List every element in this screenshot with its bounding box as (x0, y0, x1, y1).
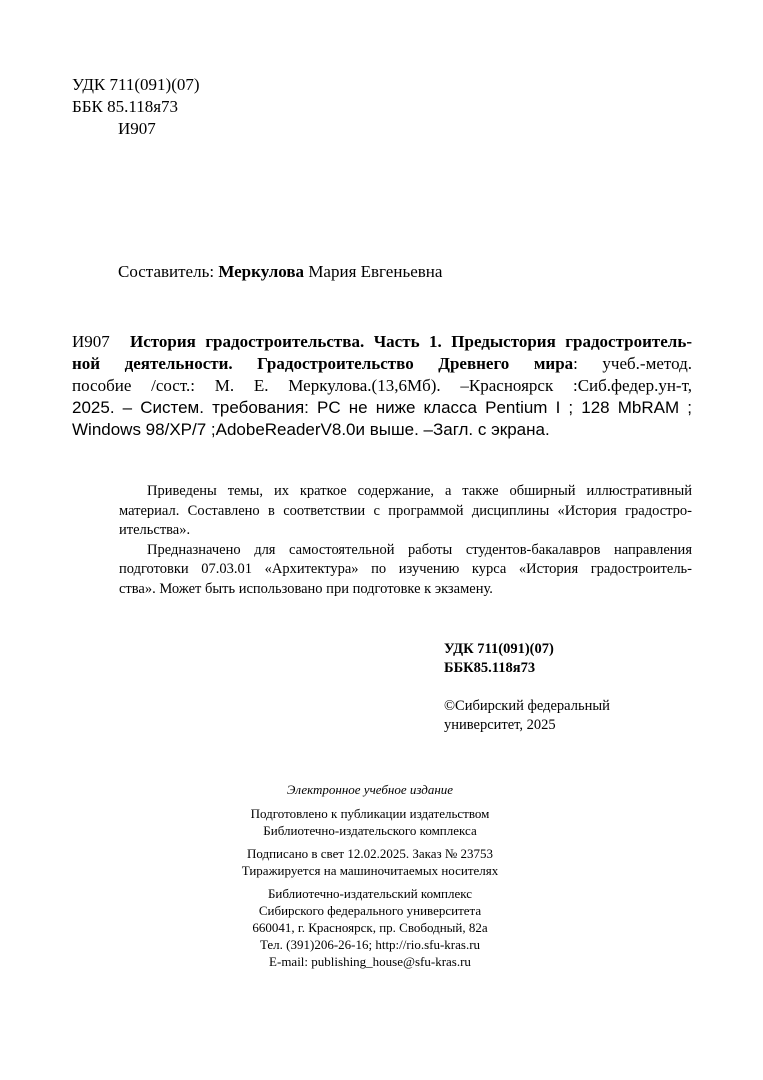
prepared-line-1: Подготовлено к публикации издательством (250, 806, 490, 821)
codes-udk: УДК 711(091)(07) (444, 641, 554, 657)
biblio-line-1 (130, 331, 692, 353)
imprint-edition-type (170, 781, 570, 798)
annotation (119, 482, 692, 599)
biblio-line-4 (72, 397, 692, 419)
imprint-publisher (170, 885, 570, 970)
biblio-author-mark: И907 (72, 332, 110, 351)
signed-line: Подписано в свет 12.02.2025. Заказ № 23753 (246, 846, 494, 861)
publisher-address: 660041, г. Красноярск, пр. Свободный, 82а (252, 920, 488, 935)
codes-bbk: ББК85.118я73 (444, 660, 536, 676)
publisher-email: E-mail: publishing_house@sfu-kras.ru (269, 954, 471, 969)
edition-type: Электронное учебное издание (286, 782, 454, 797)
annotation-p2-line-3: ства». Может быть использовано при подготовке к экзамену. (119, 580, 493, 597)
annotation-p2-line-1: Предназначено для самостоятельной работы студентов-бакалавров направления (147, 541, 692, 558)
compiler-name: Мария Евгеньевна (304, 262, 443, 281)
biblio-title-part-1: История градостроительства. Часть 1. Предыстория градостроитель- (130, 332, 692, 351)
biblio-requirements-cont: Windows 98/XP/7 ;AdobeReaderV8.0и выше. –Загл. с экрана. (72, 420, 550, 439)
biblio-line-5 (72, 419, 692, 441)
prepared-line-2: Библиотечно-издательского комплекса (263, 823, 477, 838)
biblio-type: : учеб.-метод. (573, 354, 692, 373)
udk-code: УДК 711(091)(07) (72, 75, 200, 94)
copyright-line-1: ©Сибирский федеральный (444, 698, 610, 714)
biblio-requirements: 2025. – Систем. требования: PC не ниже класса Pentium I ; 128 MbRAM ; (72, 398, 692, 417)
annotation-p1-line-2: материал. Составлено в соответствии с программой дисциплины «История градостро- (119, 502, 692, 519)
publisher-line-1: Библиотечно-издательский комплекс (267, 886, 473, 901)
publisher-line-2: Сибирского федерального университета (258, 903, 482, 918)
annotation-p1-line-3: ительства». (119, 522, 191, 538)
author-mark: И907 (118, 119, 156, 138)
biblio-title-part-2: ной деятельности. Градостроительство Древнего мира (72, 354, 574, 373)
biblio-line-2 (72, 353, 692, 375)
imprint-prepared (170, 805, 570, 839)
copyright-line-2: университет, 2025 (444, 717, 556, 733)
annotation-p1-line-1: Приведены темы, их краткое содержание, а также обширный иллюстративный (147, 483, 692, 499)
annotation-p2-line-2: подготовки 07.03.01 «Архитектура» по изучению курса «История градостроитель- (119, 561, 692, 577)
compiler-line (118, 261, 442, 283)
compiler-surname: Меркулова (218, 262, 305, 281)
publisher-phone: Тел. (391)206-26-16; http://rio.sfu-kras.ru (259, 937, 481, 952)
imprint-signed (170, 845, 570, 879)
copies-line: Тиражируется на машиночитаемых носителях (241, 863, 499, 878)
biblio-line-3: пособие /сост.: М. Е. Меркулова.(13,6Мб). –Красноярск :Сиб.федер.ун-т, (72, 376, 692, 395)
compiler-label: Составитель: (118, 262, 219, 281)
bbk-code: ББК 85.118я73 (72, 97, 179, 116)
